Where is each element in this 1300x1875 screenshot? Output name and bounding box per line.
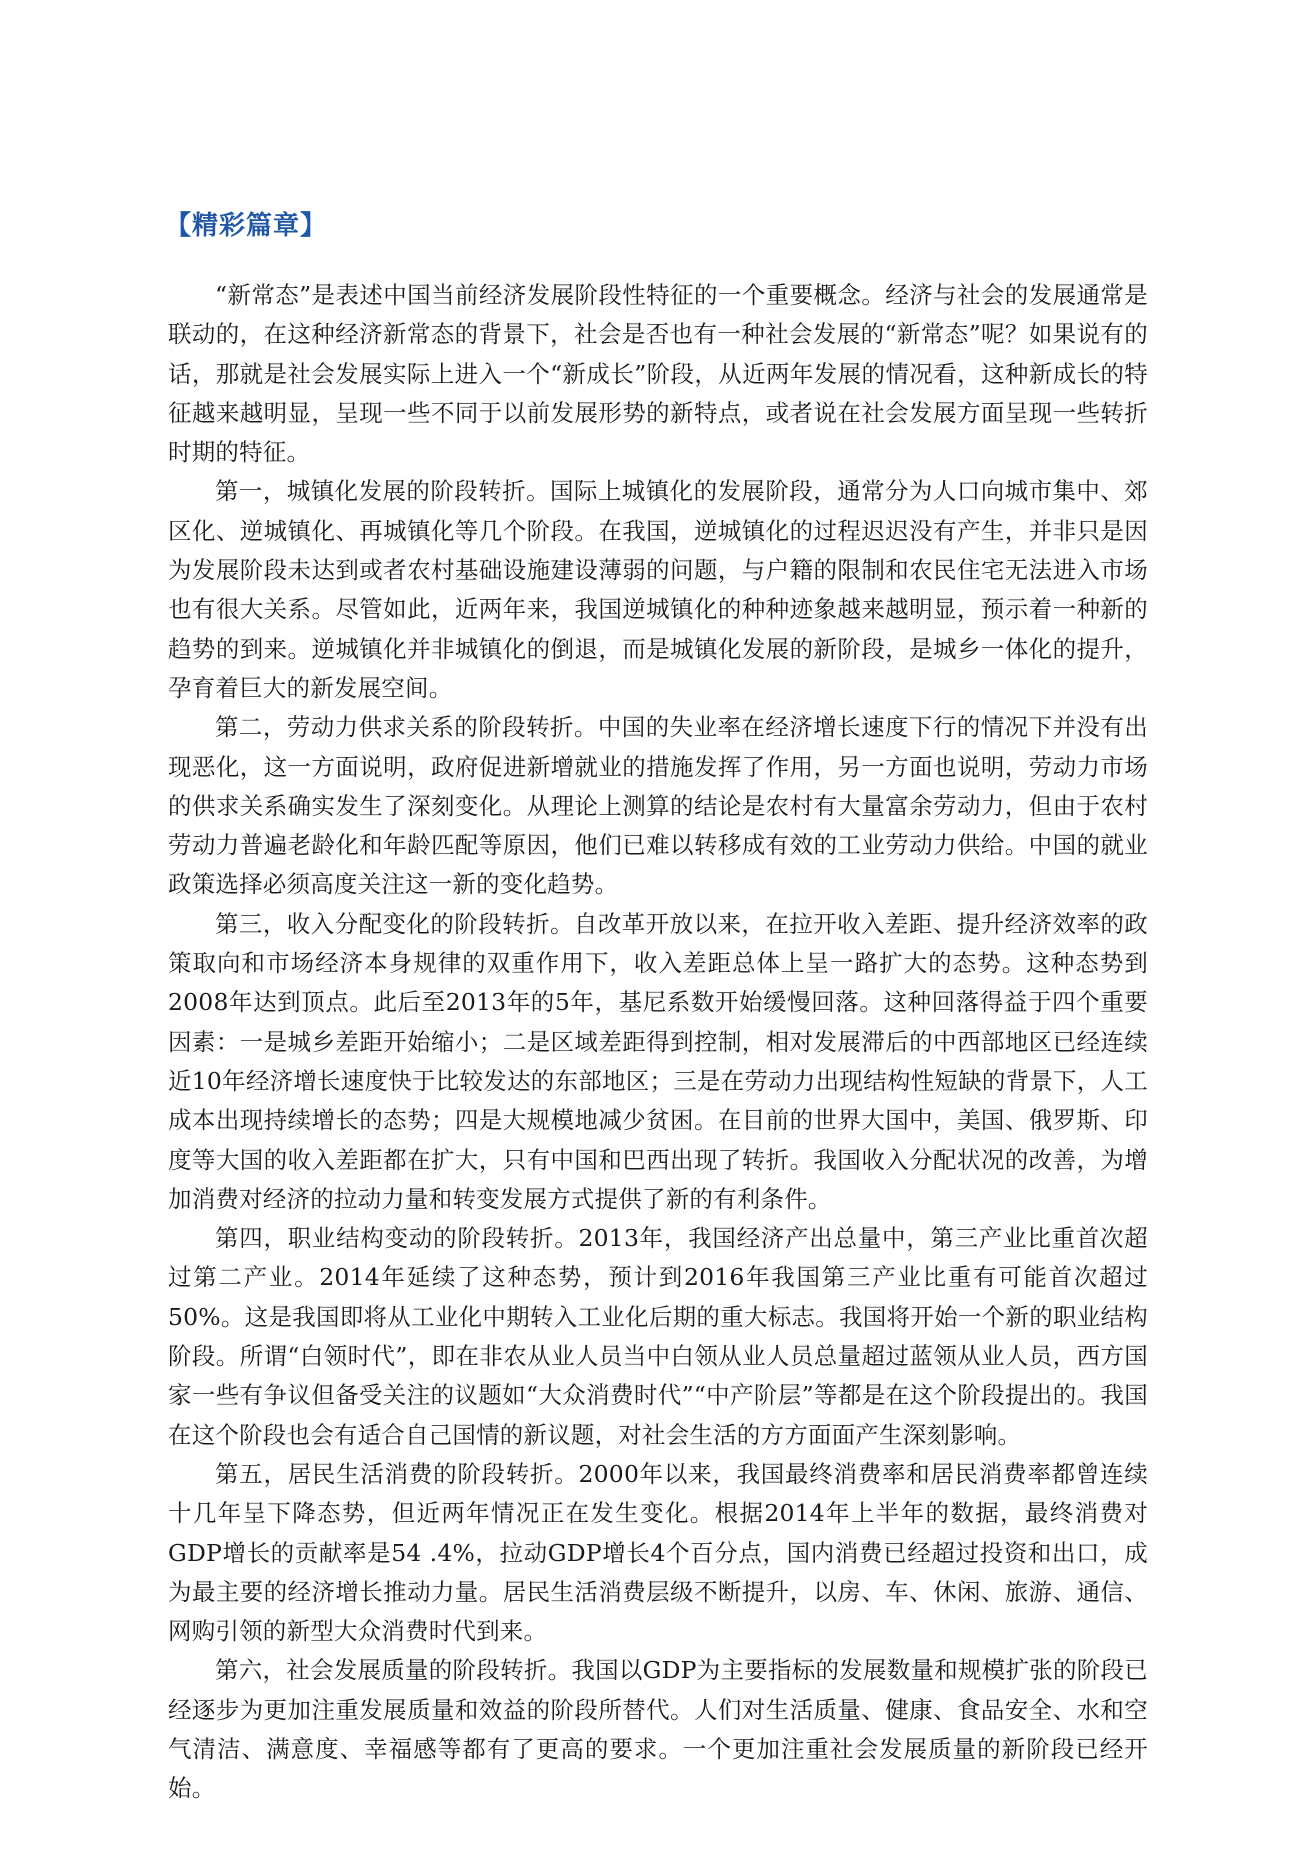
paragraph-occupation-structure: 第四，职业结构变动的阶段转折。2013年，我国经济产出总量中，第三产业比重首次超过第二产业。2014年延续了这种态势，预计到2016年我国第三产业比重有可能首次超过50%。这是我国即将从工业化中期转入工业化后期的重大标志。我国将开始一个新的职业结构阶段。所谓“白领时代”，即在非农从业人员当中白领从业人员总量超过蓝领从业人员，西方国家一些有争议但备受关注的议题如“大众消费时代”“中产阶层”等都是在这个阶段提出的。我国在这个阶段也会有适合自己国情的新议题，对社会生活的方方面面产生深刻影响。 (168, 1224, 1148, 1449)
body-text (168, 276, 1148, 1809)
paragraph-income-distribution: 第三，收入分配变化的阶段转折。自改革开放以来，在拉开收入差距、提升经济效率的政策取向和市场经济本身规律的双重作用下，收入差距总体上呈一路扩大的态势。这种态势到2008年达到顶点。此后至2013年的5年，基尼系数开始缓慢回落。这种回落得益于四个重要因素：一是城乡差距开始缩小；二是区域差距得到控制，相对发展滞后的中西部地区已经连续近10年经济增长速度快于比较发达的东部地区；三是在劳动力出现结构性短缺的背景下，人工成本出现持续增长的态势；四是大规模地减少贫困。在目前的世界大国中，美国、俄罗斯、印度等大国的收入差距都在扩大，只有中国和巴西出现了转折。我国收入分配状况的改善，为增加消费对经济的拉动力量和转变发展方式提供了新的有利条件。 (168, 909, 1148, 1213)
paragraph-labor-supply: 第二，劳动力供求关系的阶段转折。中国的失业率在经济增长速度下行的情况下并没有出现恶化，这一方面说明，政府促进新增就业的措施发挥了作用，另一方面也说明，劳动力市场的供求关系确实发生了深刻变化。从理论上测算的结论是农村有大量富余劳动力，但由于农村劳动力普遍老龄化和年龄匹配等原因，他们已难以转移成有效的工业劳动力供给。中国的就业政策选择必须高度关注这一新的变化趋势。 (168, 713, 1148, 899)
paragraph-urbanization: 第一，城镇化发展的阶段转折。国际上城镇化的发展阶段，通常分为人口向城市集中、郊区化、逆城镇化、再城镇化等几个阶段。在我国，逆城镇化的过程迟迟没有产生，并非只是因为发展阶段未达到或者农村基础设施建设薄弱的问题，与户籍的限制和农民住宅无法进入市场也有很大关系。尽管如此，近两年来，我国逆城镇化的种种迹象越来越明显，预示着一种新的趋势的到来。逆城镇化并非城镇化的倒退，而是城镇化发展的新阶段，是城乡一体化的提升，孕育着巨大的新发展空间。 (168, 477, 1148, 702)
paragraph-consumption: 第五，居民生活消费的阶段转折。2000年以来，我国最终消费率和居民消费率都曾连续十几年呈下降态势，但近两年情况正在发生变化。根据2014年上半年的数据，最终消费对GDP增长的贡献率是54 .4%，拉动GDP增长4个百分点，国内消费已经超过投资和出口，成为最主要的经济增长推动力量。居民生活消费层级不断提升，以房、车、休闲、旅游、通信、网购引领的新型大众消费时代到来。 (168, 1459, 1148, 1646)
paragraph-development-quality: 第六，社会发展质量的阶段转折。我国以GDP为主要指标的发展数量和规模扩张的阶段已经逐步为更加注重发展质量和效益的阶段所替代。人们对生活质量、健康、食品安全、水和空气清洁、满意度、幸福感等都有了更高的要求。一个更加注重社会发展质量的新阶段已经开始。 (168, 1656, 1148, 1803)
paragraph-intro: “新常态”是表述中国当前经济发展阶段性特征的一个重要概念。经济与社会的发展通常是联动的，在这种经济新常态的背景下，社会是否也有一种社会发展的“新常态”呢？如果说有的话，那就是社会发展实际上进入一个“新成长”阶段，从近两年发展的情况看，这种新成长的特征越来越明显，呈现一些不同于以前发展形势的新特点，或者说在社会发展方面呈现一些转折时期的特征。 (168, 281, 1148, 467)
section-title: 【精彩篇章】 (165, 211, 328, 241)
